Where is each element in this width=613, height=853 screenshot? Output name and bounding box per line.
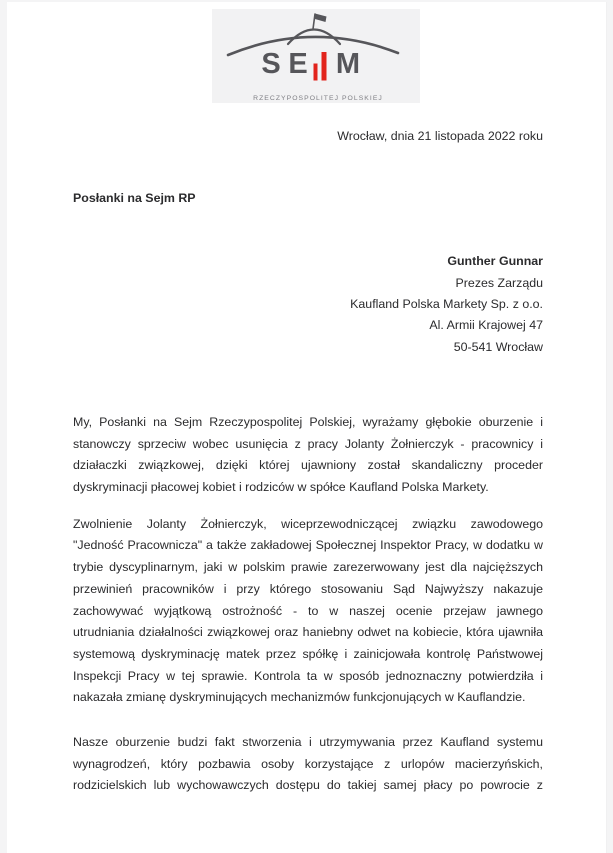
sender-heading: Posłanki na Sejm RP — [73, 190, 196, 205]
body-line: My, Posłanki na Sejm Rzeczypospolitej Polskiej, wyrażamy głębokie oburzenie i — [73, 414, 543, 429]
flagpole-icon — [313, 14, 315, 29]
body-line: Inspekcji Pracy w tej sprawie. Kontrola ta w sposób jednoznaczny potwierdziła i — [73, 668, 543, 683]
body-line: nakazała zmianę dyskryminujących mechanizmów funkcjonujących w Kauflandzie. — [73, 690, 526, 705]
paragraph-1 — [73, 412, 543, 499]
body-line: utrudniania działalności związkowej oraz haniebny odwet na kobiecie, która ujawniła — [73, 625, 543, 640]
recipient-block — [73, 251, 543, 357]
sejm-letter-m: M — [335, 48, 361, 80]
recipient-title: Prezes Zarządu — [455, 275, 543, 290]
recipient-street: Al. Armii Krajowej 47 — [429, 318, 543, 333]
letter-body — [73, 412, 543, 797]
sejm-letter-j-tall-bar — [322, 52, 327, 81]
sejm-letter-j-short-bar — [314, 64, 318, 81]
body-line: Nasze oburzenie budzi fakt stworzenia i utrzymywania przez Kaufland systemu — [73, 735, 543, 750]
flag-icon — [315, 14, 327, 23]
recipient-city: 50-541 Wrocław — [453, 339, 543, 354]
recipient-company: Kaufland Polska Markety Sp. z o.o. — [350, 297, 543, 311]
body-line: Zwolnienie Jolanty Żołnierczyk, wiceprzewodniczącej związku zawodowego — [73, 516, 543, 531]
paragraph-2 — [73, 514, 543, 709]
sejm-subtitle: RZECZYPOSPOLITEJ POLSKIEJ — [253, 95, 383, 102]
sejm-logo — [212, 9, 420, 103]
body-line: systemową dyskryminację matek przez spółkę i zainicjowała kontrolę Państwowej — [73, 646, 543, 661]
body-line: "Jedność Pracownicza" a także zakładowej Społecznej Inspektor Pracy, w dodatku w — [73, 538, 543, 553]
paragraph-3 — [73, 732, 543, 797]
letter-page — [7, 2, 607, 853]
sejm-logo-graphic — [212, 9, 420, 103]
body-line: trybie dyscyplinarnym, jaki w polskim prawie zarezerwowany jest dla najcięższych — [73, 560, 543, 575]
sejm-letter-s: S — [261, 48, 281, 80]
dome-arc-icon — [228, 37, 398, 55]
body-line: działaczki związkowej, dzięki której ujawniony został skandaliczny proceder — [73, 458, 543, 473]
sejm-letter-e: E — [288, 48, 308, 80]
date-line: Wrocław, dnia 21 listopada 2022 roku — [337, 129, 543, 143]
body-line: rodzicielskich lub wychowawczych dostępu do takiej samej płacy po powrocie z — [73, 778, 543, 793]
recipient-name: Gunther Gunnar — [447, 254, 543, 269]
letter-content — [73, 126, 543, 797]
body-line: przewinień pracowników i przy którego stosowaniu Sąd Najwyższy nakazuje — [73, 581, 543, 596]
body-line: wynagrodzeń, który pozbawia osoby korzystające z urlopów macierzyńskich, — [73, 756, 543, 771]
body-line: stanowczy sprzeciw wobec usunięcia z pracy Jolanty Żołnierczyk - pracownicy i — [73, 436, 543, 451]
body-line: dyskryminacji płacowej kobiet i rodziców w spółce Kaufland Polska Markety. — [73, 480, 489, 494]
body-line: zachowywać wyjątkową ostrożność - to w naszej ocenie przejaw jawnego — [73, 603, 543, 618]
